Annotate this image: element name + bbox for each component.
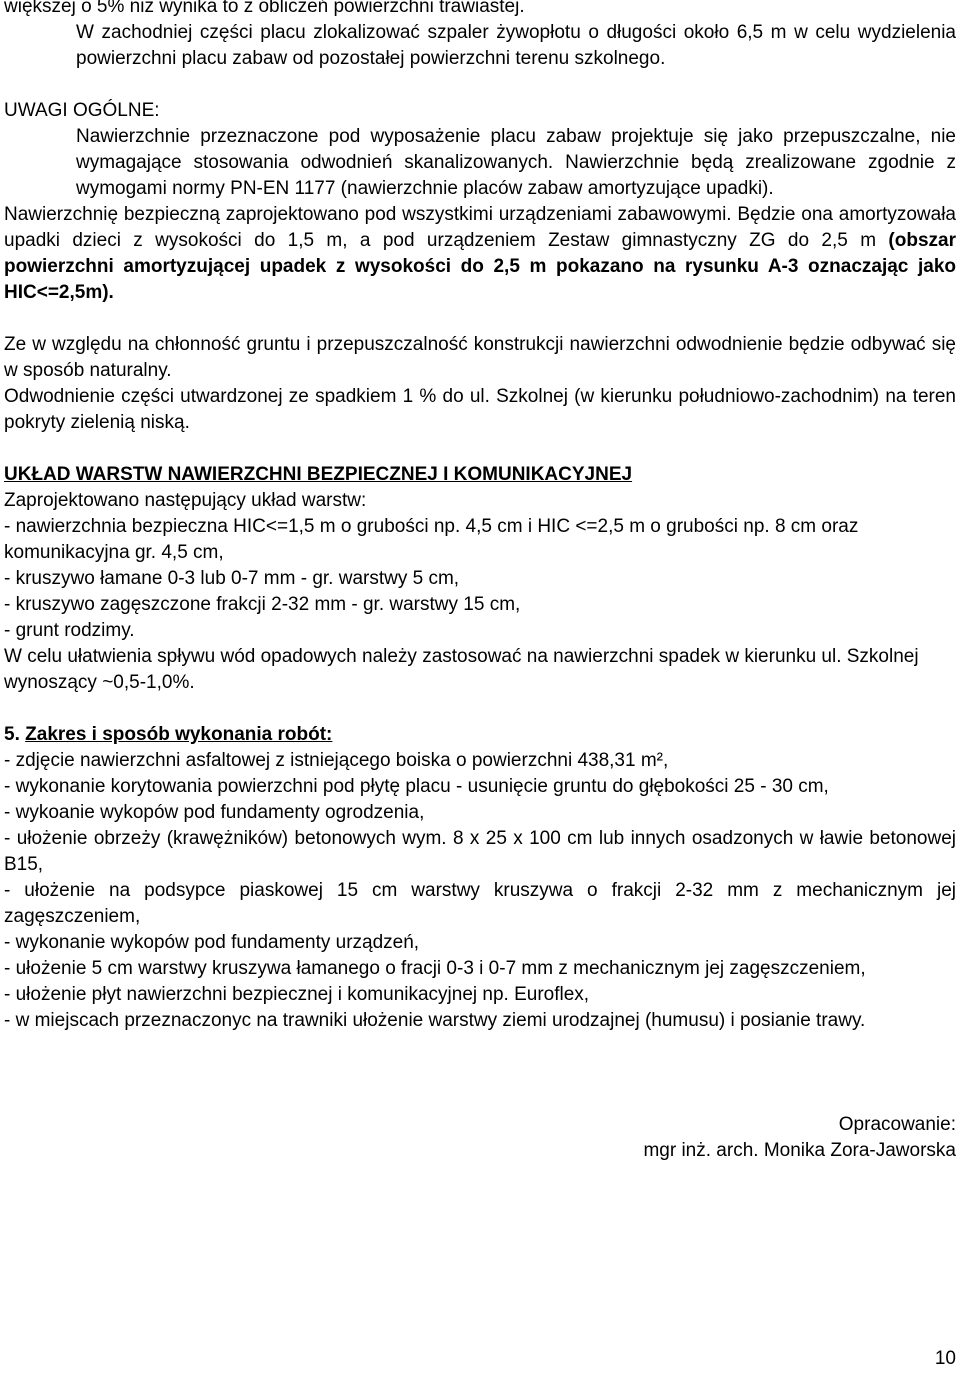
scope-item: - w miejscach przeznaczonyc na trawniki ułożenie warstwy ziemi urodzajnej (humusu) i posianie trawy. xyxy=(4,1010,866,1031)
layers-item: - kruszywo łamane 0-3 lub 0-7 mm - gr. warstwy 5 cm, xyxy=(4,568,460,589)
drainage-paragraph-1: Ze w względu na chłonność gruntu i przepuszczalność konstrukcji nawierzchni odwodnienie będzie odbywać się w sposób naturalny. xyxy=(4,334,956,381)
intro-line: większej o 5% niż wynika to z obliczeń powierzchni trawiastej. xyxy=(4,0,525,17)
drainage-paragraph-2: Odwodnienie części utwardzonej ze spadkiem 1 % do ul. Szkolnej (w kierunku południowo-zachodnim) na teren pokryty zielenią niską. xyxy=(4,386,956,433)
uwagi-paragraph-2-bold: (obszar powierzchni amortyzującej upadek z wysokości do 2,5 m pokazano na rysunku A-3 oznaczając jako HIC<=2,5m). xyxy=(4,230,956,303)
scope-list xyxy=(4,748,956,1034)
uwagi-paragraph-2-text: Nawierzchnię bezpieczną zaprojektowano pod wszystkimi urządzeniami zabawowymi. Będzie ona amortyzowała upadki dzieci z wysokości do 1,5 m, a pod urządzeniem Zestaw gimnastyczny ZG do 2,5 m xyxy=(4,204,956,251)
scope-title: Zakres i sposób wykonania robót: xyxy=(25,724,333,745)
document-page xyxy=(4,0,956,1164)
scope-item: - ułożenie 5 cm warstwy kruszywa łamanego o fracji 0-3 i 0-7 mm z mechanicznym jej zagęszczeniem, xyxy=(4,958,866,979)
layers-item: - nawierzchnia bezpieczna HIC<=1,5 m o grubości np. 4,5 cm i HIC <=2,5 m o grubości np. 8 cm oraz komunikacyjna gr. 4,5 cm, xyxy=(4,516,859,563)
uwagi-heading: UWAGI OGÓLNE: xyxy=(4,100,160,121)
layers-list xyxy=(4,514,956,644)
page-number: 10 xyxy=(934,1348,956,1369)
layers-item: - kruszywo zagęszczone frakcji 2-32 mm - gr. warstwy 15 cm, xyxy=(4,594,521,615)
scope-number: 5. xyxy=(4,724,20,745)
uwagi-paragraph-2 xyxy=(4,202,956,306)
layers-heading: UKŁAD WARSTW NAWIERZCHNI BEZPIECZNEJ I KOMUNIKACYJNEJ xyxy=(4,464,633,485)
layers-item: - grunt rodzimy. xyxy=(4,620,135,641)
scope-heading xyxy=(4,722,956,748)
layers-outro: W celu ułatwienia spływu wód opadowych należy zastosować na nawierzchni spadek w kierunku ul. Szkolnej wynoszący ~0,5-1,0%. xyxy=(4,646,919,693)
uwagi-paragraph-1: Nawierzchnie przeznaczone pod wyposażenie placu zabaw projektuje się jako przepuszczalne, nie wymagające stosowania odwodnień skanalizowanych. Nawierzchnie będą zrealizowane zgodnie z wymogami normy PN-EN 1177 (nawierzchnie placów zabaw amortyzujące upadki). xyxy=(76,126,956,199)
scope-item: - wykonanie korytowania powierzchni pod płytę placu - usunięcie gruntu do głębokości 25 - 30 cm, xyxy=(4,776,829,797)
scope-item: - wykoanie wykopów pod fundamenty ogrodzenia, xyxy=(4,802,425,823)
scope-item: - ułożenie obrzeży (krawężników) betonowych wym. 8 x 25 x 100 cm lub innych osadzonych w ławie betonowej B15, xyxy=(4,828,956,875)
signature-label: Opracowanie: xyxy=(838,1114,956,1135)
layers-intro: Zaprojektowano następujący układ warstw: xyxy=(4,490,367,511)
scope-item: - ułożenie płyt nawierzchni bezpiecznej i komunikacyjnej np. Euroflex, xyxy=(4,984,590,1005)
scope-item: - zdjęcie nawierzchni asfaltowej z istniejącego boiska o powierzchni 438,31 m², xyxy=(4,750,669,771)
signature-name: mgr inż. arch. Monika Zora-Jaworska xyxy=(643,1140,956,1161)
intro-paragraph: W zachodniej części placu zlokalizować szpaler żywopłotu o długości około 6,5 m w celu wydzielenia powierzchni placu zabaw od pozostałej powierzchni terenu szkolnego. xyxy=(76,22,956,69)
scope-item: - wykonanie wykopów pod fundamenty urządzeń, xyxy=(4,932,420,953)
scope-item: - ułożenie na podsypce piaskowej 15 cm warstwy kruszywa o frakcji 2-32 mm z mechanicznym jej zagęszczeniem, xyxy=(4,880,956,927)
